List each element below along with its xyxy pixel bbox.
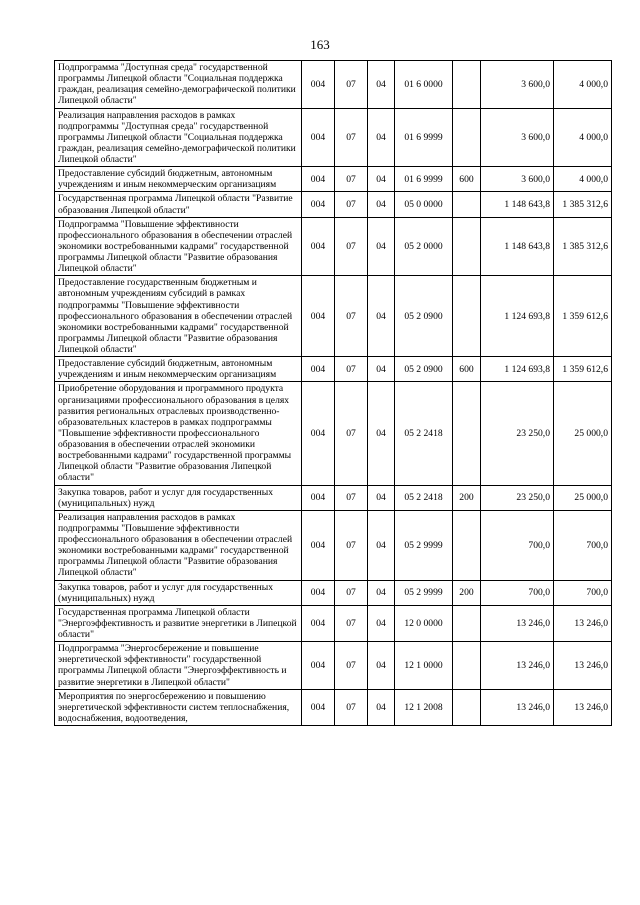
amount-year1-cell: 13 246,0 [481, 689, 554, 725]
table-row [55, 167, 612, 192]
subsection-code-cell: 04 [368, 689, 395, 725]
expense-type-cell: 600 [453, 357, 481, 382]
ministry-code-cell: 004 [302, 605, 335, 641]
section-code-cell: 07 [335, 642, 368, 690]
section-code-cell: 07 [335, 580, 368, 605]
ministry-code-cell: 004 [302, 510, 335, 580]
target-article-cell: 01 6 9999 [395, 108, 453, 167]
target-article-cell: 12 1 2008 [395, 689, 453, 725]
row-name-cell: Подпрограмма "Повышение эффективности профессионального образования в обеспечении отраслей экономики востребованными кадрами" государственной программы Липецкой области "Развитие образования Липецкой области" [55, 217, 302, 276]
expense-type-cell [453, 382, 481, 485]
table-row [55, 357, 612, 382]
row-name-cell: Приобретение оборудования и программного продукта организациями профессионального образования в целях развития региональных отраслевых производственно-образовательных кластеров в рамках подпрограммы "Повышение эффективности профессионального образования в обеспечении отраслей экономики востребованными кадрами" государственной программы Липецкой области "Развитие образования Липецкой области" [55, 382, 302, 485]
expense-type-cell [453, 689, 481, 725]
target-article-cell: 05 2 0900 [395, 276, 453, 357]
row-name-cell: Государственная программа Липецкой области "Энергоэффективность и развитие энергетики в Липецкой области" [55, 605, 302, 641]
ministry-code-cell: 004 [302, 642, 335, 690]
ministry-code-cell: 004 [302, 217, 335, 276]
subsection-code-cell: 04 [368, 61, 395, 109]
budget-table [54, 60, 612, 726]
expense-type-cell [453, 605, 481, 641]
row-name-cell: Реализация направления расходов в рамках подпрограммы "Повышение эффективности профессионального образования в обеспечении отраслей экономики востребованными кадрами" государственной программы Липецкой области "Развитие образования Липецкой области" [55, 510, 302, 580]
target-article-cell: 05 2 0900 [395, 357, 453, 382]
ministry-code-cell: 004 [302, 580, 335, 605]
amount-year1-cell: 1 148 643,8 [481, 217, 554, 276]
target-article-cell: 01 6 0000 [395, 61, 453, 109]
amount-year2-cell: 700,0 [554, 580, 612, 605]
amount-year1-cell: 1 148 643,8 [481, 192, 554, 217]
expense-type-cell [453, 276, 481, 357]
table-row [55, 276, 612, 357]
amount-year2-cell: 13 246,0 [554, 642, 612, 690]
target-article-cell: 05 2 9999 [395, 510, 453, 580]
section-code-cell: 07 [335, 167, 368, 192]
amount-year2-cell: 13 246,0 [554, 689, 612, 725]
ministry-code-cell: 004 [302, 276, 335, 357]
table-row [55, 642, 612, 690]
ministry-code-cell: 004 [302, 167, 335, 192]
subsection-code-cell: 04 [368, 485, 395, 510]
ministry-code-cell: 004 [302, 382, 335, 485]
subsection-code-cell: 04 [368, 605, 395, 641]
amount-year1-cell: 1 124 693,8 [481, 357, 554, 382]
amount-year1-cell: 1 124 693,8 [481, 276, 554, 357]
row-name-cell: Закупка товаров, работ и услуг для государственных (муниципальных) нужд [55, 580, 302, 605]
target-article-cell: 05 2 0000 [395, 217, 453, 276]
table-row [55, 510, 612, 580]
table-row [55, 689, 612, 725]
row-name-cell: Реализация направления расходов в рамках подпрограммы "Доступная среда" государственной программы Липецкой области "Социальная поддержка граждан, реализация семейно-демографической политики Липецкой области" [55, 108, 302, 167]
table-body [55, 61, 612, 726]
ministry-code-cell: 004 [302, 192, 335, 217]
section-code-cell: 07 [335, 217, 368, 276]
target-article-cell: 05 2 9999 [395, 580, 453, 605]
amount-year1-cell: 3 600,0 [481, 108, 554, 167]
amount-year2-cell: 1 385 312,6 [554, 192, 612, 217]
row-name-cell: Предоставление государственным бюджетным и автономным учреждениям субсидий в рамках подпрограммы "Повышение эффективности профессионального образования в обеспечении отраслей экономики востребованными кадрами" государственной программы Липецкой области "Развитие образования Липецкой области" [55, 276, 302, 357]
amount-year2-cell: 1 359 612,6 [554, 357, 612, 382]
amount-year1-cell: 13 246,0 [481, 642, 554, 690]
amount-year2-cell: 4 000,0 [554, 108, 612, 167]
ministry-code-cell: 004 [302, 108, 335, 167]
amount-year2-cell: 13 246,0 [554, 605, 612, 641]
amount-year2-cell: 1 359 612,6 [554, 276, 612, 357]
expense-type-cell [453, 217, 481, 276]
section-code-cell: 07 [335, 192, 368, 217]
row-name-cell: Предоставление субсидий бюджетным, автономным учреждениям и иным некоммерческим организациям [55, 357, 302, 382]
ministry-code-cell: 004 [302, 485, 335, 510]
section-code-cell: 07 [335, 61, 368, 109]
amount-year2-cell: 1 385 312,6 [554, 217, 612, 276]
expense-type-cell: 600 [453, 167, 481, 192]
subsection-code-cell: 04 [368, 580, 395, 605]
subsection-code-cell: 04 [368, 510, 395, 580]
expense-type-cell: 200 [453, 580, 481, 605]
section-code-cell: 07 [335, 357, 368, 382]
row-name-cell: Подпрограмма "Доступная среда" государственной программы Липецкой области "Социальная поддержка граждан, реализация семейно-демографической политики Липецкой области" [55, 61, 302, 109]
subsection-code-cell: 04 [368, 217, 395, 276]
row-name-cell: Мероприятия по энергосбережению и повышению энергетической эффективности систем теплоснабжения, водоснабжения, водоотведения, [55, 689, 302, 725]
target-article-cell: 05 2 2418 [395, 382, 453, 485]
target-article-cell: 12 1 0000 [395, 642, 453, 690]
amount-year2-cell: 700,0 [554, 510, 612, 580]
amount-year1-cell: 3 600,0 [481, 167, 554, 192]
target-article-cell: 05 2 2418 [395, 485, 453, 510]
amount-year2-cell: 25 000,0 [554, 485, 612, 510]
amount-year1-cell: 3 600,0 [481, 61, 554, 109]
ministry-code-cell: 004 [302, 689, 335, 725]
amount-year2-cell: 4 000,0 [554, 167, 612, 192]
row-name-cell: Подпрограмма "Энергосбережение и повышение энергетической эффективности" государственной программы Липецкой области "Энергоэффективность и развитие энергетики в Липецкой области" [55, 642, 302, 690]
row-name-cell: Предоставление субсидий бюджетным, автономным учреждениям и иным некоммерческим организациям [55, 167, 302, 192]
section-code-cell: 07 [335, 108, 368, 167]
subsection-code-cell: 04 [368, 357, 395, 382]
section-code-cell: 07 [335, 485, 368, 510]
expense-type-cell [453, 510, 481, 580]
table-row [55, 192, 612, 217]
amount-year1-cell: 700,0 [481, 580, 554, 605]
subsection-code-cell: 04 [368, 276, 395, 357]
ministry-code-cell: 004 [302, 61, 335, 109]
amount-year1-cell: 13 246,0 [481, 605, 554, 641]
table-row [55, 108, 612, 167]
target-article-cell: 01 6 9999 [395, 167, 453, 192]
table-row [55, 605, 612, 641]
row-name-cell: Закупка товаров, работ и услуг для государственных (муниципальных) нужд [55, 485, 302, 510]
subsection-code-cell: 04 [368, 108, 395, 167]
subsection-code-cell: 04 [368, 642, 395, 690]
expense-type-cell [453, 108, 481, 167]
section-code-cell: 07 [335, 510, 368, 580]
amount-year1-cell: 23 250,0 [481, 485, 554, 510]
row-name-cell: Государственная программа Липецкой области "Развитие образования Липецкой области" [55, 192, 302, 217]
expense-type-cell [453, 61, 481, 109]
amount-year1-cell: 23 250,0 [481, 382, 554, 485]
subsection-code-cell: 04 [368, 382, 395, 485]
section-code-cell: 07 [335, 689, 368, 725]
expense-type-cell [453, 642, 481, 690]
amount-year2-cell: 25 000,0 [554, 382, 612, 485]
subsection-code-cell: 04 [368, 192, 395, 217]
section-code-cell: 07 [335, 382, 368, 485]
target-article-cell: 05 0 0000 [395, 192, 453, 217]
expense-type-cell: 200 [453, 485, 481, 510]
amount-year2-cell: 4 000,0 [554, 61, 612, 109]
table-row [55, 382, 612, 485]
page-number: 163 [310, 37, 330, 52]
section-code-cell: 07 [335, 605, 368, 641]
section-code-cell: 07 [335, 276, 368, 357]
table-row [55, 580, 612, 605]
table-row [55, 485, 612, 510]
ministry-code-cell: 004 [302, 357, 335, 382]
table-row [55, 61, 612, 109]
target-article-cell: 12 0 0000 [395, 605, 453, 641]
expense-type-cell [453, 192, 481, 217]
amount-year1-cell: 700,0 [481, 510, 554, 580]
subsection-code-cell: 04 [368, 167, 395, 192]
table-row [55, 217, 612, 276]
